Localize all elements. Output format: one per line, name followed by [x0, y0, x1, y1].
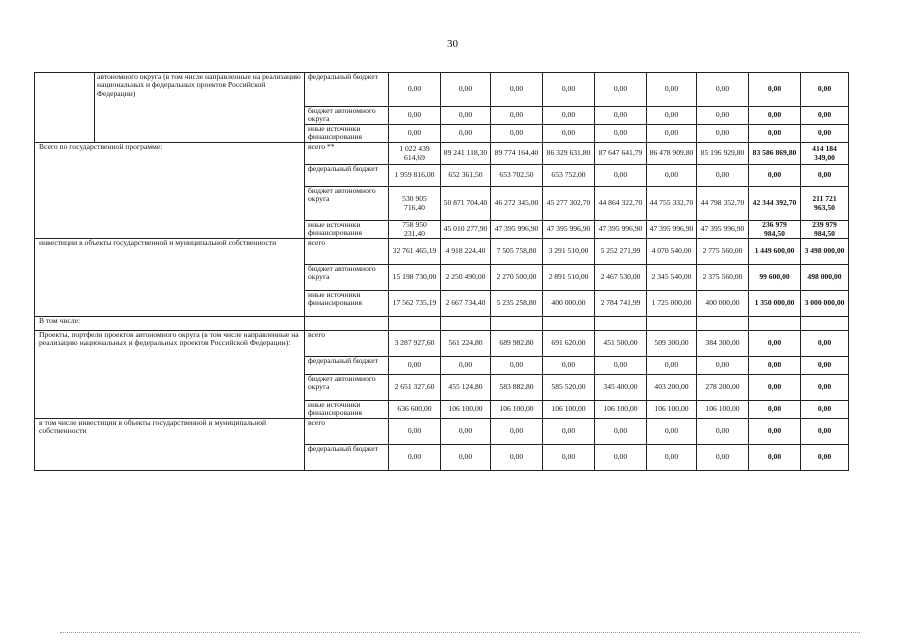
- value-cell: [491, 317, 543, 331]
- value-cell: 0,00: [697, 107, 749, 125]
- value-cell: 0,00: [749, 375, 801, 401]
- value-cell: 85 196 929,80: [697, 143, 749, 165]
- value-cell: 106 100,00: [491, 401, 543, 419]
- value-cell: 583 882,80: [491, 375, 543, 401]
- table-row: [35, 73, 849, 107]
- value-cell: 0,00: [595, 125, 647, 143]
- funding-source-cell: иные источники финансирования: [305, 125, 389, 143]
- value-cell: 0,00: [647, 107, 697, 125]
- value-cell: 0,00: [595, 73, 647, 107]
- page-number: 30: [447, 38, 458, 50]
- value-cell: 0,00: [491, 419, 543, 445]
- value-cell: 653 752,00: [543, 165, 595, 187]
- value-cell: 0,00: [697, 73, 749, 107]
- value-cell: 2 345 540,00: [647, 265, 697, 291]
- section-cell: инвестиции в объекты государственной и муниципальной собственности: [35, 239, 305, 317]
- value-cell: 1 449 600,00: [749, 239, 801, 265]
- value-cell: [595, 317, 647, 331]
- value-cell: 0,00: [491, 357, 543, 375]
- value-cell: 3 498 000,00: [801, 239, 849, 265]
- value-cell: 0,00: [595, 419, 647, 445]
- value-cell: 691 620,00: [543, 331, 595, 357]
- value-cell: 0,00: [749, 125, 801, 143]
- footer-rule: [60, 632, 860, 633]
- value-cell: 0,00: [491, 73, 543, 107]
- value-cell: 0,00: [801, 357, 849, 375]
- value-cell: 1 959 816,00: [389, 165, 441, 187]
- funding-source-cell: [305, 317, 389, 331]
- value-cell: 0,00: [749, 165, 801, 187]
- value-cell: 0,00: [441, 419, 491, 445]
- value-cell: 451 500,00: [595, 331, 647, 357]
- value-cell: 0,00: [697, 445, 749, 471]
- value-cell: 3 287 927,60: [389, 331, 441, 357]
- value-cell: 211 721 963,50: [801, 187, 849, 221]
- value-cell: 0,00: [595, 107, 647, 125]
- funding-source-cell: иные источники финансирования: [305, 221, 389, 239]
- value-cell: 2 270 500,00: [491, 265, 543, 291]
- value-cell: 236 979 984,50: [749, 221, 801, 239]
- value-cell: 0,00: [389, 73, 441, 107]
- value-cell: 455 124,80: [441, 375, 491, 401]
- value-cell: 5 252 271,99: [595, 239, 647, 265]
- value-cell: 106 100,00: [595, 401, 647, 419]
- funding-source-cell: бюджет автономного округа: [305, 107, 389, 125]
- value-cell: 498 000,00: [801, 265, 849, 291]
- value-cell: 0,00: [647, 73, 697, 107]
- value-cell: 1 022 439 614,69: [389, 143, 441, 165]
- value-cell: 0,00: [749, 107, 801, 125]
- funding-source-cell: бюджет автономного округа: [305, 265, 389, 291]
- value-cell: 0,00: [749, 357, 801, 375]
- value-cell: 45 010 277,90: [441, 221, 491, 239]
- value-cell: [647, 317, 697, 331]
- value-cell: 0,00: [801, 375, 849, 401]
- value-cell: 0,00: [441, 445, 491, 471]
- value-cell: 83 586 869,80: [749, 143, 801, 165]
- value-cell: 0,00: [647, 419, 697, 445]
- funding-source-cell: федеральный бюджет: [305, 357, 389, 375]
- value-cell: 4 070 540,00: [647, 239, 697, 265]
- value-cell: 2 651 327,60: [389, 375, 441, 401]
- value-cell: 652 361,50: [441, 165, 491, 187]
- funding-source-cell: иные источники финансирования: [305, 291, 389, 317]
- value-cell: 44 798 352,70: [697, 187, 749, 221]
- value-cell: [697, 317, 749, 331]
- value-cell: 0,00: [697, 125, 749, 143]
- value-cell: 15 198 730,00: [389, 265, 441, 291]
- value-cell: [801, 317, 849, 331]
- value-cell: 0,00: [389, 357, 441, 375]
- value-cell: 530 905 716,40: [389, 187, 441, 221]
- value-cell: 0,00: [441, 125, 491, 143]
- value-cell: 400 000,00: [543, 291, 595, 317]
- section-cell: В том числе:: [35, 317, 305, 331]
- funding-source-cell: федеральный бюджет: [305, 73, 389, 107]
- value-cell: 384 300,00: [697, 331, 749, 357]
- section-cell: в том числе инвестиции в объекты государственной и муниципальной собственности: [35, 419, 305, 471]
- value-cell: 0,00: [491, 125, 543, 143]
- value-cell: [389, 317, 441, 331]
- value-cell: 87 647 641,79: [595, 143, 647, 165]
- value-cell: 653 702,50: [491, 165, 543, 187]
- value-cell: 403 200,00: [647, 375, 697, 401]
- value-cell: 0,00: [441, 107, 491, 125]
- funding-source-cell: бюджет автономного округа: [305, 375, 389, 401]
- value-cell: 0,00: [389, 445, 441, 471]
- value-cell: 0,00: [543, 73, 595, 107]
- funding-source-cell: всего: [305, 331, 389, 357]
- value-cell: 0,00: [595, 357, 647, 375]
- value-cell: 0,00: [389, 419, 441, 445]
- value-cell: 89 241 118,30: [441, 143, 491, 165]
- value-cell: 2 467 530,00: [595, 265, 647, 291]
- value-cell: 0,00: [647, 445, 697, 471]
- value-cell: 3 000 000,00: [801, 291, 849, 317]
- value-cell: 46 272 345,00: [491, 187, 543, 221]
- value-cell: 47 395 996,90: [491, 221, 543, 239]
- value-cell: 4 918 224,40: [441, 239, 491, 265]
- value-cell: 1 725 000,00: [647, 291, 697, 317]
- value-cell: 509 300,00: [647, 331, 697, 357]
- value-cell: 0,00: [749, 73, 801, 107]
- value-cell: 0,00: [441, 357, 491, 375]
- value-cell: 86 478 909,80: [647, 143, 697, 165]
- value-cell: 86 329 631,80: [543, 143, 595, 165]
- value-cell: 2 250 490,00: [441, 265, 491, 291]
- value-cell: 0,00: [697, 165, 749, 187]
- value-cell: 44 755 332,70: [647, 187, 697, 221]
- value-cell: 2 375 560,00: [697, 265, 749, 291]
- value-cell: 636 600,00: [389, 401, 441, 419]
- value-cell: 0,00: [389, 125, 441, 143]
- value-cell: 47 395 996,90: [543, 221, 595, 239]
- value-cell: 0,00: [801, 165, 849, 187]
- value-cell: 89 774 164,40: [491, 143, 543, 165]
- value-cell: 3 291 510,00: [543, 239, 595, 265]
- value-cell: 345 400,00: [595, 375, 647, 401]
- budget-table: [34, 72, 849, 471]
- value-cell: 45 277 302,70: [543, 187, 595, 221]
- table-row: [35, 419, 849, 445]
- value-cell: 106 100,00: [441, 401, 491, 419]
- value-cell: 99 600,00: [749, 265, 801, 291]
- value-cell: 2 784 741,99: [595, 291, 647, 317]
- section-cell: [35, 73, 95, 143]
- value-cell: 0,00: [801, 419, 849, 445]
- table-row: [35, 317, 849, 331]
- value-cell: 47 395 996,90: [595, 221, 647, 239]
- funding-source-cell: федеральный бюджет: [305, 445, 389, 471]
- value-cell: 0,00: [543, 357, 595, 375]
- value-cell: 7 505 758,80: [491, 239, 543, 265]
- value-cell: 689 982,80: [491, 331, 543, 357]
- table-row: [35, 331, 849, 357]
- value-cell: 106 100,00: [697, 401, 749, 419]
- value-cell: 0,00: [801, 73, 849, 107]
- value-cell: 414 184 349,00: [801, 143, 849, 165]
- value-cell: 17 562 735,19: [389, 291, 441, 317]
- value-cell: 561 224,80: [441, 331, 491, 357]
- value-cell: 585 520,00: [543, 375, 595, 401]
- value-cell: 47 395 996,90: [647, 221, 697, 239]
- table-row: [35, 239, 849, 265]
- value-cell: 239 979 984,50: [801, 221, 849, 239]
- value-cell: 0,00: [491, 107, 543, 125]
- value-cell: 0,00: [801, 401, 849, 419]
- value-cell: 0,00: [543, 107, 595, 125]
- value-cell: 0,00: [749, 331, 801, 357]
- value-cell: 0,00: [647, 125, 697, 143]
- value-cell: 0,00: [647, 165, 697, 187]
- value-cell: 0,00: [595, 445, 647, 471]
- funding-source-cell: всего **: [305, 143, 389, 165]
- table-row: [35, 143, 849, 165]
- value-cell: 1 350 000,00: [749, 291, 801, 317]
- value-cell: 0,00: [697, 419, 749, 445]
- value-cell: 0,00: [749, 445, 801, 471]
- value-cell: 0,00: [801, 331, 849, 357]
- value-cell: 0,00: [801, 107, 849, 125]
- section-cell: Проекты, портфели проектов автономного округа (в том числе направленные на реализацию национальных и федеральных проектов Российской Федерации):: [35, 331, 305, 419]
- section-cell: Всего по государственной программе:: [35, 143, 305, 239]
- funding-source-cell: всего: [305, 419, 389, 445]
- value-cell: 44 864 322,70: [595, 187, 647, 221]
- subsection-cell: автономного округа (в том числе направленные на реализацию национальных и федеральных проектов Российской Федерации): [95, 73, 305, 143]
- value-cell: 758 950 231,40: [389, 221, 441, 239]
- funding-source-cell: иные источники финансирования: [305, 401, 389, 419]
- value-cell: 400 000,00: [697, 291, 749, 317]
- funding-source-cell: всего: [305, 239, 389, 265]
- value-cell: 0,00: [697, 357, 749, 375]
- value-cell: 47 395 996,90: [697, 221, 749, 239]
- value-cell: 0,00: [543, 125, 595, 143]
- value-cell: 278 200,00: [697, 375, 749, 401]
- value-cell: 0,00: [749, 419, 801, 445]
- value-cell: 50 871 704,40: [441, 187, 491, 221]
- value-cell: 0,00: [543, 445, 595, 471]
- funding-source-cell: федеральный бюджет: [305, 165, 389, 187]
- value-cell: 2 775 560,00: [697, 239, 749, 265]
- value-cell: 2 667 734,40: [441, 291, 491, 317]
- value-cell: 0,00: [441, 73, 491, 107]
- value-cell: [543, 317, 595, 331]
- value-cell: 0,00: [389, 107, 441, 125]
- value-cell: 0,00: [749, 401, 801, 419]
- value-cell: 0,00: [801, 445, 849, 471]
- value-cell: 106 100,00: [543, 401, 595, 419]
- value-cell: 42 344 392,70: [749, 187, 801, 221]
- value-cell: 2 891 510,00: [543, 265, 595, 291]
- value-cell: 32 761 465,19: [389, 239, 441, 265]
- value-cell: 106 100,00: [647, 401, 697, 419]
- value-cell: 0,00: [543, 419, 595, 445]
- value-cell: 0,00: [647, 357, 697, 375]
- funding-source-cell: бюджет автономного округа: [305, 187, 389, 221]
- value-cell: 0,00: [595, 165, 647, 187]
- value-cell: [749, 317, 801, 331]
- value-cell: [441, 317, 491, 331]
- value-cell: 0,00: [491, 445, 543, 471]
- value-cell: 0,00: [801, 125, 849, 143]
- value-cell: 5 235 258,80: [491, 291, 543, 317]
